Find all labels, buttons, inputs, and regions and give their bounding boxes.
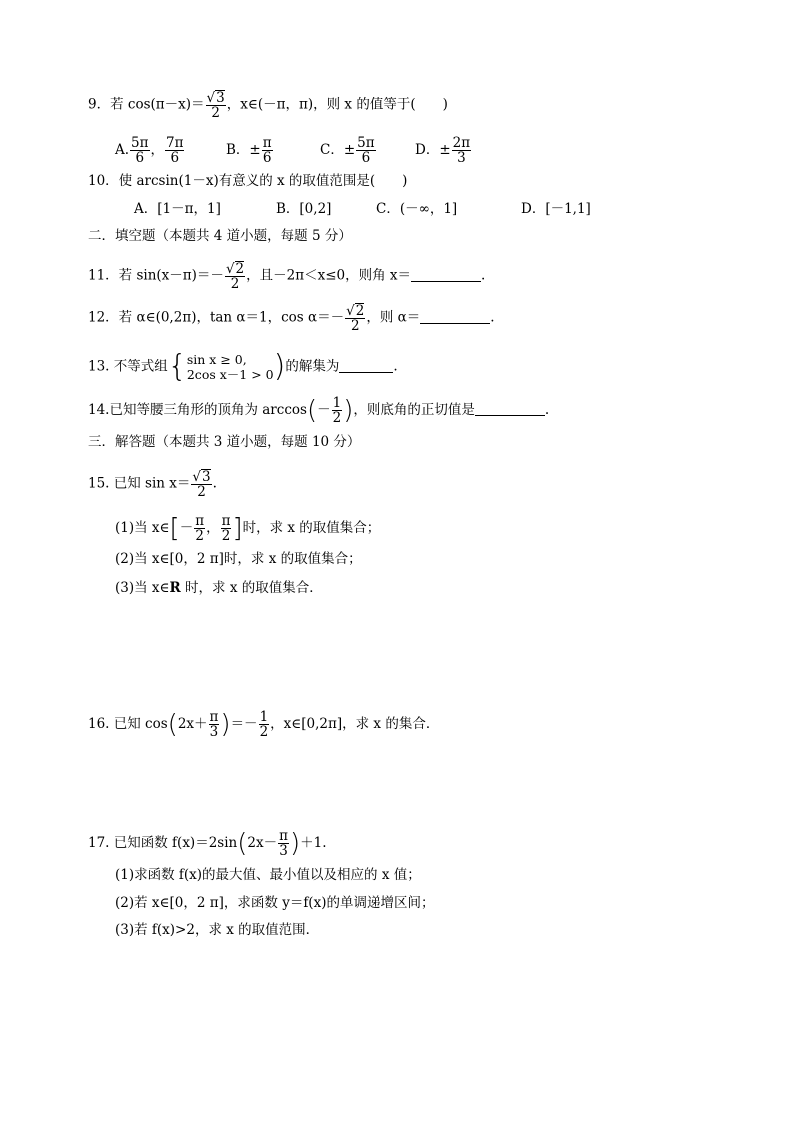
- question-9-option-d: D．± $\frac{2\pi}{3}$: [415, 135, 471, 166]
- question-17-part-3: (3)若 f(x)>2，求 x 的取值范围．: [115, 922, 320, 938]
- question-10-option-c: C．(－∞，1]: [376, 201, 458, 217]
- question-16: 16. 已知 cos(2x＋ $\frac{\pi}{3}$ )＝－ $\frac{1}{2}$ ，x∈[0,2π]，求 x 的集合．: [88, 709, 440, 740]
- question-12: 12．若 α∈(0,2π)，tan α＝1，cos α＝－ $\frac{√2}{2}$ ，则 α＝ .: [88, 303, 495, 334]
- question-9-stem: 9．若 cos(π－x)＝ $\frac{√3}{2}$ ，x∈(－π，π)，则 x 的值等于( ): [88, 90, 448, 121]
- question-10-stem: 10．使 arcsin(1－x)有意义的 x 的取值范围是( ): [88, 173, 408, 189]
- question-10-option-a: A．[1－π，1]: [134, 201, 221, 217]
- question-9-option-b: B．± $\frac{\pi}{6}$: [226, 135, 272, 166]
- answer-blank[interactable]: [420, 323, 490, 324]
- inequality-system: sin x ≥ 0, 2cos x－1 > 0: [186, 352, 274, 382]
- question-9-option-c: C．± $\frac{5\pi}{6}$: [320, 135, 375, 166]
- question-17-stem: 17. 已知函数 f(x)＝2sin(2x－ $\frac{\pi}{3}$ )＋1.: [88, 828, 327, 859]
- question-17-part-2: (2)若 x∈[0，2 π]，求函数 y＝f(x)的单调递增区间；: [115, 895, 435, 911]
- answer-blank[interactable]: [475, 415, 545, 416]
- question-14: 14.已知等腰三角形的顶角为 arccos(－ $\frac{1}{2}$ )，则底角的正切值是 .: [88, 395, 550, 426]
- question-15-part-2: (2)当 x∈[0，2 π]时，求 x 的取值集合；: [115, 551, 362, 567]
- question-15-part-1: (1)当 x∈[－ $\frac{\pi}{2}$ ， $\frac{\pi}{2}$ ]时，求 x 的取值集合；: [115, 513, 381, 544]
- answer-blank[interactable]: [339, 372, 393, 373]
- question-17-part-1: (1)求函数 f(x)的最大值、最小值以及相应的 x 值；: [115, 867, 421, 883]
- question-15-stem: 15. 已知 sin x＝ $\frac{√3}{2}$ .: [88, 469, 217, 500]
- answer-blank[interactable]: [411, 281, 481, 282]
- question-11: 11．若 sin(x－π)＝－ $\frac{√2}{2}$ ，且－2π＜x≤0，则角 x＝ .: [88, 261, 486, 292]
- section-heading-solutions: 三．解答题（本题共 3 道小题，每题 10 分）: [88, 434, 361, 450]
- question-15-part-3: (3)当 x∈R 时，求 x 的取值集合．: [115, 580, 323, 596]
- question-9-option-a: A. $\frac{5\pi}{6}$ ， $\frac{7\pi}{6}$: [115, 135, 184, 166]
- section-heading-fill-in: 二．填空题（本题共 4 道小题，每题 5 分）: [88, 228, 352, 244]
- question-10-option-d: D．[－1,1]: [521, 201, 591, 217]
- fraction: $\frac{√3}{2}$: [206, 90, 225, 121]
- question-10-option-b: B．[0,2]: [276, 201, 332, 217]
- question-13: 13. 不等式组{ sin x ≥ 0, 2cos x－1 > 0 )的解集为 .: [88, 349, 398, 384]
